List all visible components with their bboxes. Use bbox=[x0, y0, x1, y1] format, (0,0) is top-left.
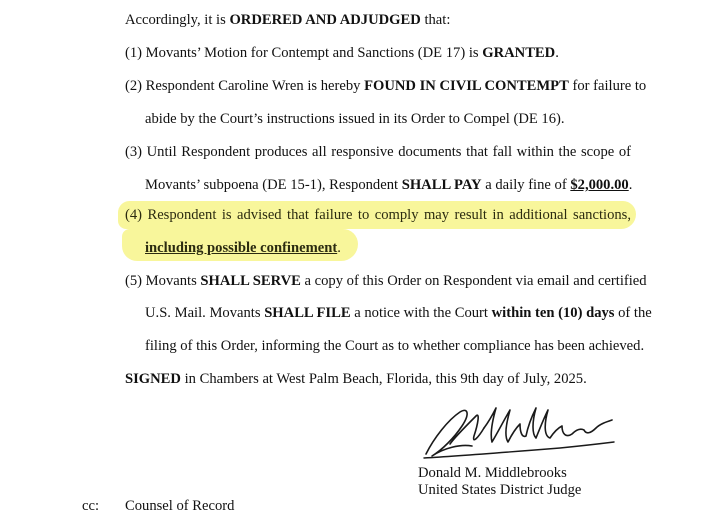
cc-label: cc: bbox=[82, 498, 100, 514]
item-2-line-2: abide by the Court’s instructions issued in its Order to Compel (DE 16). bbox=[145, 111, 565, 127]
signed-line: SIGNED in Chambers at West Palm Beach, Florida, this 9th day of July, 2025. bbox=[125, 371, 587, 387]
signature-stroke-body bbox=[484, 408, 612, 442]
signature-stroke-initial bbox=[426, 410, 484, 456]
item-5-line-1: (5) Movants SHALL SERVE a copy of this Order on Respondent via email and certified bbox=[125, 273, 647, 289]
cc-recipient: Counsel of Record bbox=[125, 498, 235, 514]
item-4-line-2: including possible confinement. bbox=[145, 240, 341, 256]
signature-stroke-underline bbox=[424, 442, 614, 458]
item-2-line-1: (2) Respondent Caroline Wren is hereby FOUND IN CIVIL CONTEMPT for failure to bbox=[125, 78, 647, 94]
signature-block bbox=[418, 465, 581, 499]
item-4-line-1: (4) Respondent is advised that failure to comply may result in additional sanctions, bbox=[125, 207, 631, 223]
item-1: (1) Movants’ Motion for Contempt and Sanctions (DE 17) is GRANTED. bbox=[125, 45, 559, 61]
item-3-line-2: Movants’ subpoena (DE 15-1), Respondent SHALL PAY a daily fine of $2,000.00. bbox=[145, 177, 633, 193]
item-5-line-3: filing of this Order, informing the Court as to whether compliance has been achieved. bbox=[145, 338, 645, 354]
signer-title: United States District Judge bbox=[418, 482, 582, 498]
judge-signature-image bbox=[420, 398, 620, 468]
signer-name: Donald M. Middlebrooks bbox=[418, 465, 567, 481]
item-3-line-1: (3) Until Respondent produces all responsive documents that fall within the scope of bbox=[125, 144, 631, 160]
item-5-line-2: U.S. Mail. Movants SHALL FILE a notice with the Court within ten (10) days of the bbox=[145, 305, 652, 321]
ordered-intro: Accordingly, it is ORDERED AND ADJUDGED that: bbox=[125, 12, 451, 28]
